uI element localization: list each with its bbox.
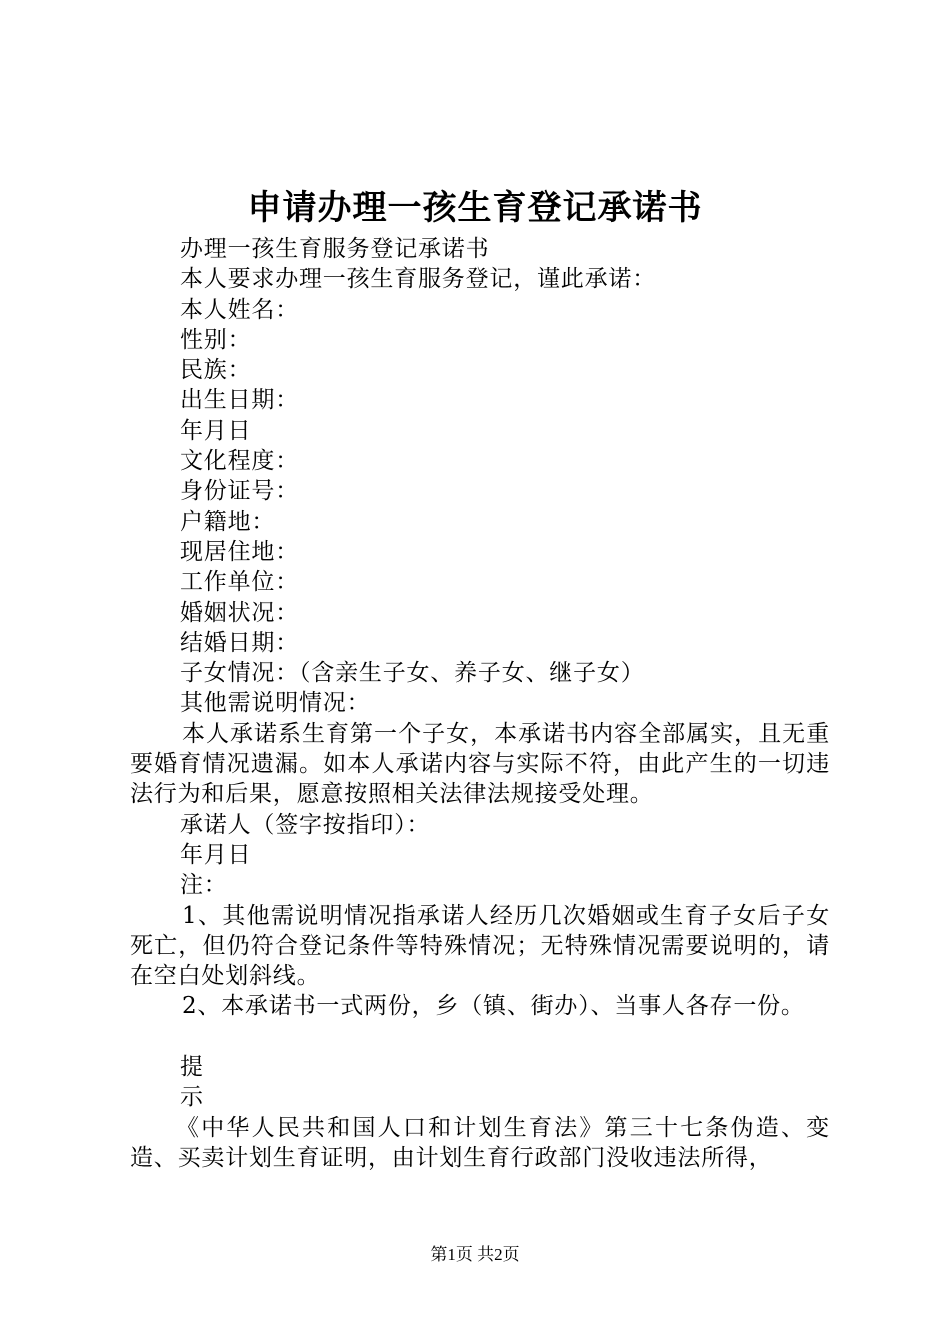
field-marital-status-label: 婚姻状况： (180, 599, 299, 626)
tip-heading-char-1: 提 (180, 1054, 204, 1081)
document-title: 申请办理一孩生育登记承诺书 (247, 188, 703, 228)
subtitle-line: 办理一孩生育服务登记承诺书 (180, 236, 490, 262)
tip-heading-char-2: 示 (180, 1084, 204, 1111)
page-footer: 第1页 共2页 (430, 1245, 520, 1264)
birthdate-ymd-line: 年月日 (180, 417, 252, 444)
signer-date-line: 年月日 (180, 841, 252, 868)
field-education-label: 文化程度： (180, 448, 299, 475)
law-paragraph: 《中华人民共和国人口和计划生育法》第三十七条伪造、变造、买卖计划生育证明，由计划生育行政部门没收违法所得， (130, 1114, 830, 1171)
field-marriage-date-label: 结婚日期： (180, 629, 299, 656)
field-household-registration-label: 户籍地： (180, 508, 276, 535)
signer-label: 承诺人（签字按指印）： (180, 811, 431, 838)
blank-spacer (130, 1022, 830, 1052)
field-name-label: 本人姓名： (180, 296, 299, 323)
field-employer-label: 工作单位： (180, 569, 299, 596)
note-item-1: 1、其他需说明情况指承诺人经历几次婚姻或生育子女后子女死亡，但仍符合登记条件等特殊情况；无特殊情况需要说明的，请在空白处划斜线。 (130, 902, 830, 990)
field-other-notes-label: 其他需说明情况： (180, 690, 371, 717)
field-birthdate-label: 出生日期： (180, 387, 299, 414)
field-id-number-label: 身份证号： (180, 478, 299, 505)
note-item-2: 2、本承诺书一式两份，乡（镇、街办）、当事人各存一份。 (182, 993, 805, 1020)
field-gender-label: 性别： (180, 326, 252, 353)
promise-paragraph: 本人承诺系生育第一个子女，本承诺书内容全部属实，且无重要婚育情况遗漏。如本人承诺内容与实际不符，由此产生的一切违法行为和后果，愿意按照相关法律法规接受处理。 (130, 720, 830, 808)
field-current-residence-label: 现居住地： (180, 538, 299, 565)
field-ethnicity-label: 民族： (180, 357, 252, 384)
request-statement-line: 本人要求办理一孩生育服务登记，谨此承诺： (180, 266, 656, 293)
document-body (130, 234, 830, 1173)
note-label: 注： (180, 872, 228, 899)
field-children-label: 子女情况：（含亲生子女、养子女、继子女） (180, 660, 645, 687)
